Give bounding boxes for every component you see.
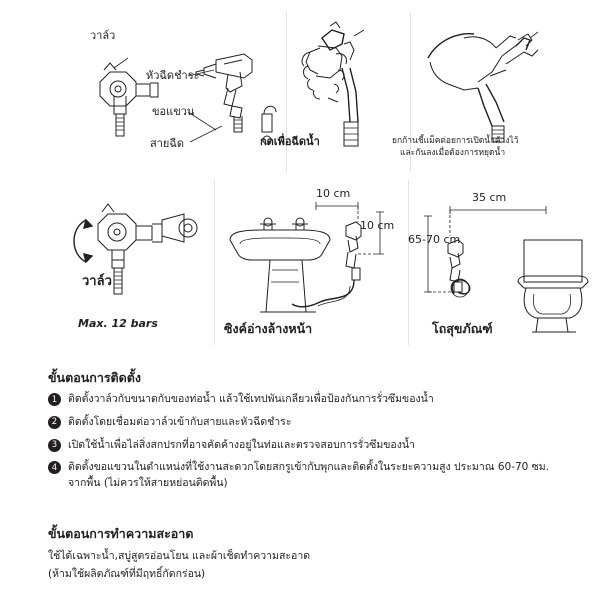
caption-max-bars: Max. 12 bars (78, 317, 158, 330)
leader-valve (114, 58, 128, 68)
dim-basin-top: 10 cm (316, 187, 351, 200)
panel-lever-hold (392, 18, 568, 168)
step-number: 4 (48, 461, 61, 474)
step-number: 3 (48, 439, 61, 452)
dim-basin-side: 10 cm (360, 219, 395, 232)
step-text: ติดตั้งขอแขวนในตำแหน่งที่ใช้งานสะดวกโดยสกรูเข้ากับพุกและติดตั้งในระยะความสูง ประมาณ 60-70 ซม. จากพื้น (ไม่ควรให้สายหย่อนติดพื้น) (68, 461, 550, 489)
install-step (48, 460, 568, 492)
caption-basin: ซิงค์อ่างล้างหน้า (224, 321, 313, 336)
caption-lever-line1: ยกก้านชี้แม็คต่อยการเปิดน้ำค้างไว้ (392, 136, 519, 146)
step-number: 1 (48, 393, 61, 406)
step-text: ติดตั้งโดยเชื่อมต่อวาล์วเข้ากับสายและหัวฉีดชำระ (68, 415, 292, 428)
dim-toilet-top: 35 cm (472, 191, 507, 204)
label-valve-2: วาล์ว (82, 274, 112, 289)
label-valve: วาล์ว (90, 29, 116, 42)
hand-lever-drawing (428, 32, 538, 142)
install-steps (48, 392, 568, 499)
clean-text-line2: (ห้ามใช้ผลิตภัณฑ์ที่มีฤทธิ์กัดกร่อน) (48, 568, 206, 580)
panel-parts-overview (40, 20, 280, 170)
panel-press-to-spray (260, 18, 404, 168)
divider-v4 (408, 180, 409, 345)
step-text: เปิดใช้น้ำเพื่อไล่สิ่งสกปรกที่อาจคัดค้างอยู่ในท่อและตรวจสอบการรั่วซึมของน้ำ (68, 438, 415, 451)
install-step (48, 415, 568, 431)
panel-basin-install (220, 182, 405, 342)
hose-curve (292, 280, 354, 307)
install-section-title: ขั้นตอนการติดตั้ง (48, 370, 142, 385)
leader-hose (190, 126, 222, 142)
caption-press-to-spray: กดเพื่อฉีดน้ำ (260, 135, 320, 148)
label-spray-head: หัวฉีดชำระ (146, 69, 200, 82)
panel-toilet-install (408, 182, 594, 342)
toilet-drawing (424, 206, 588, 332)
step-number: 2 (48, 416, 61, 429)
clean-section-title: ขั้นตอนการทำความสะอาด (48, 526, 194, 541)
install-step (48, 438, 568, 454)
hand-holding-sprayer (302, 22, 364, 146)
caption-lever-line2: และกันลงเมื่อต้องการหยุดน้ำ (400, 148, 506, 158)
divider-v3 (214, 180, 215, 345)
spray-head-drawing (196, 54, 252, 132)
label-hose: สายฉีด (150, 137, 184, 150)
install-step (48, 392, 568, 408)
clean-text-line1: ใช้ได้เฉพาะน้ำ,สบู่สูตรอ่อนโยน และผ้าเช็ดทำความสะอาด (48, 550, 311, 562)
panel-valve-pressure (50, 190, 210, 340)
caption-toilet: โถสุขภัณฑ์ (432, 321, 493, 336)
dim-toilet-side: 65-70 cm (408, 233, 461, 246)
label-hook: ขอแขวน (152, 105, 195, 118)
step-text: ติดตั้งวาล์วกับขนาดกับของท่อน้ำ แล้วใช้เทปพันเกลียวเพื่อป้องกันการรั่วซึมของน้ำ (68, 393, 434, 405)
